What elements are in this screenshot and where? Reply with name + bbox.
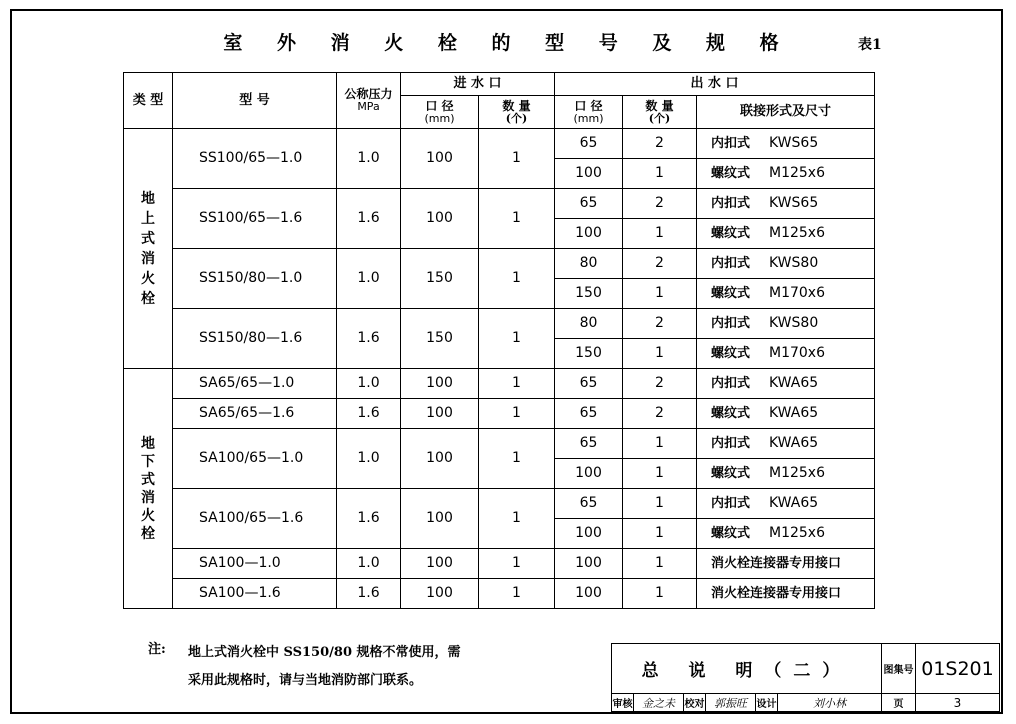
inlet-diameter-cell: 150 (401, 249, 479, 309)
outlet-quantity-cell: 1 (623, 159, 697, 189)
table-number: 表1 (858, 37, 882, 53)
model-cell: SA65/65—1.6 (173, 399, 337, 429)
drawing-title: 总 说 明（二） (612, 644, 882, 694)
outlet-diameter-cell: 100 (555, 549, 623, 579)
outlet-diameter-cell: 65 (555, 129, 623, 159)
footnote-line-1: 地上式消火栓中 SS150/80 规格不常使用，需 (188, 645, 461, 660)
connection-cell (697, 429, 875, 459)
header-diameter-unit: (mm) (573, 111, 604, 125)
outlet-diameter-cell: 100 (555, 219, 623, 249)
outlet-quantity-cell: 1 (623, 549, 697, 579)
connection-code: KWA65 (769, 405, 819, 422)
model-cell: SS100/65—1.6 (173, 189, 337, 249)
connection-type: 内扣式 (711, 376, 751, 392)
header-outlet-quantity (623, 96, 697, 129)
header-diameter-label: 口 径 (425, 98, 454, 113)
outlet-quantity-cell: 2 (623, 369, 697, 399)
connection-type: 消火栓连接器专用接口 (711, 556, 842, 572)
pressure-cell: 1.6 (337, 399, 401, 429)
review-signature: 金之未 (634, 694, 684, 712)
connection-type: 内扣式 (711, 256, 751, 272)
outlet-diameter-cell: 150 (555, 339, 623, 369)
header-diameter-label: 口 径 (574, 98, 603, 113)
connection-cell (697, 279, 875, 309)
connection-type: 螺纹式 (711, 466, 751, 482)
header-quantity-label: 数 量 (645, 98, 674, 113)
outlet-diameter-cell: 80 (555, 249, 623, 279)
inlet-diameter-cell: 100 (401, 369, 479, 399)
connection-type: 螺纹式 (711, 526, 751, 542)
connection-code: KWS80 (769, 315, 819, 332)
check-label: 校对 (684, 694, 706, 712)
outlet-quantity-cell: 1 (623, 219, 697, 249)
connection-code: M170x6 (769, 345, 825, 362)
group-underground (124, 369, 173, 609)
footnote-label: 注: (148, 642, 166, 657)
header-outlet: 出 水 口 (555, 73, 875, 96)
outlet-quantity-cell: 2 (623, 399, 697, 429)
model-cell: SA100/65—1.0 (173, 429, 337, 489)
inlet-quantity-cell: 1 (479, 189, 555, 249)
header-outlet-diameter (555, 96, 623, 129)
outlet-quantity-cell: 1 (623, 459, 697, 489)
group-above-ground (124, 129, 173, 369)
header-inlet-quantity (479, 96, 555, 129)
design-label: 设计 (756, 694, 778, 712)
inlet-diameter-cell: 100 (401, 489, 479, 549)
inlet-quantity-cell: 1 (479, 129, 555, 189)
header-quantity-unit: (个) (648, 111, 671, 125)
atlas-number: 01S201 (916, 644, 1000, 694)
header-model: 型 号 (173, 73, 337, 129)
connection-type: 内扣式 (711, 436, 751, 452)
outlet-diameter-cell: 100 (555, 519, 623, 549)
connection-cell (697, 399, 875, 429)
group-char: 上 (141, 210, 155, 227)
model-cell: SA65/65—1.0 (173, 369, 337, 399)
inlet-quantity-cell: 1 (479, 489, 555, 549)
model-cell: SA100/65—1.6 (173, 489, 337, 549)
header-inlet-diameter (401, 96, 479, 129)
connection-type: 螺纹式 (711, 226, 751, 242)
inlet-diameter-cell: 100 (401, 189, 479, 249)
outlet-quantity-cell: 1 (623, 429, 697, 459)
connection-code: KWS65 (769, 195, 819, 212)
model-cell: SA100—1.6 (173, 579, 337, 609)
model-cell: SS100/65—1.0 (173, 129, 337, 189)
connection-code: M170x6 (769, 285, 825, 302)
connection-cell (697, 489, 875, 519)
group-char: 下 (141, 453, 155, 470)
inlet-quantity-cell: 1 (479, 579, 555, 609)
connection-code: KWA65 (769, 435, 819, 452)
header-quantity-label: 数 量 (502, 98, 531, 113)
connection-code: KWS65 (769, 135, 819, 152)
outlet-quantity-cell: 2 (623, 249, 697, 279)
outlet-quantity-cell: 2 (623, 309, 697, 339)
connection-type: 螺纹式 (711, 166, 751, 182)
connection-type: 内扣式 (711, 496, 751, 512)
outlet-quantity-cell: 1 (623, 519, 697, 549)
outlet-diameter-cell: 150 (555, 279, 623, 309)
outlet-diameter-cell: 65 (555, 429, 623, 459)
connection-type: 内扣式 (711, 196, 751, 212)
model-cell: SS150/80—1.0 (173, 249, 337, 309)
inlet-quantity-cell: 1 (479, 549, 555, 579)
connection-cell (697, 339, 875, 369)
connection-code: M125x6 (769, 165, 825, 182)
connection-type: 螺纹式 (711, 286, 751, 302)
outlet-diameter-cell: 100 (555, 459, 623, 489)
connection-cell (697, 459, 875, 489)
group-char: 式 (141, 230, 155, 247)
inlet-quantity-cell: 1 (479, 249, 555, 309)
connection-cell (697, 189, 875, 219)
header-pressure-label: 公称压力 (344, 87, 393, 102)
connection-cell (697, 309, 875, 339)
connection-cell (697, 579, 875, 609)
inlet-quantity-cell: 1 (479, 429, 555, 489)
connection-cell (697, 129, 875, 159)
group-char: 消 (141, 250, 155, 267)
check-signature: 郭振旺 (706, 694, 756, 712)
inlet-quantity-cell: 1 (479, 309, 555, 369)
review-label: 审核 (612, 694, 634, 712)
group-char: 栓 (141, 525, 155, 542)
inlet-diameter-cell: 100 (401, 429, 479, 489)
outlet-diameter-cell: 80 (555, 309, 623, 339)
model-cell: SA100—1.0 (173, 549, 337, 579)
inlet-diameter-cell: 100 (401, 579, 479, 609)
group-char: 消 (141, 489, 155, 506)
inlet-diameter-cell: 100 (401, 129, 479, 189)
inlet-diameter-cell: 100 (401, 549, 479, 579)
spec-table (123, 72, 875, 609)
connection-cell (697, 159, 875, 189)
connection-code: M125x6 (769, 525, 825, 542)
outlet-diameter-cell: 65 (555, 489, 623, 519)
outlet-diameter-cell: 100 (555, 159, 623, 189)
pressure-cell: 1.6 (337, 189, 401, 249)
model-cell: SS150/80—1.6 (173, 309, 337, 369)
outlet-quantity-cell: 1 (623, 339, 697, 369)
outlet-diameter-cell: 65 (555, 369, 623, 399)
outlet-quantity-cell: 2 (623, 129, 697, 159)
header-pressure (337, 73, 401, 129)
connection-type: 螺纹式 (711, 406, 751, 422)
header-type: 类 型 (124, 73, 173, 129)
pressure-cell: 1.0 (337, 549, 401, 579)
connection-cell (697, 369, 875, 399)
pressure-cell: 1.0 (337, 249, 401, 309)
pressure-cell: 1.6 (337, 309, 401, 369)
page-title: 室 外 消 火 栓 的 型 号 及 规 格 (223, 32, 793, 54)
group-char: 地 (141, 435, 155, 452)
connection-code: M125x6 (769, 465, 825, 482)
group-char: 栓 (141, 290, 155, 307)
connection-type: 内扣式 (711, 136, 751, 152)
pressure-cell: 1.0 (337, 369, 401, 399)
connection-cell (697, 249, 875, 279)
inlet-diameter-cell: 150 (401, 309, 479, 369)
pressure-cell: 1.0 (337, 429, 401, 489)
outlet-diameter-cell: 65 (555, 189, 623, 219)
pressure-cell: 1.6 (337, 489, 401, 549)
connection-code: M125x6 (769, 225, 825, 242)
inlet-quantity-cell: 1 (479, 399, 555, 429)
connection-type: 消火栓连接器专用接口 (711, 586, 842, 602)
connection-cell (697, 219, 875, 249)
connection-code: KWS80 (769, 255, 819, 272)
header-pressure-unit: MPa (357, 100, 380, 114)
connection-type: 螺纹式 (711, 346, 751, 362)
header-quantity-unit: (个) (505, 111, 528, 125)
connection-cell (697, 549, 875, 579)
outlet-diameter-cell: 65 (555, 399, 623, 429)
pressure-cell: 1.0 (337, 129, 401, 189)
connection-code: KWA65 (769, 495, 819, 512)
title-block (611, 643, 1000, 712)
outlet-quantity-cell: 1 (623, 279, 697, 309)
inlet-quantity-cell: 1 (479, 369, 555, 399)
design-signature: 刘小林 (778, 694, 882, 712)
header-diameter-unit: (mm) (424, 111, 455, 125)
outlet-quantity-cell: 1 (623, 489, 697, 519)
footnote-line-2: 采用此规格时，请与当地消防部门联系。 (188, 673, 423, 688)
connection-type: 内扣式 (711, 316, 751, 332)
group-char: 火 (141, 270, 155, 287)
inlet-diameter-cell: 100 (401, 399, 479, 429)
group-char: 地 (141, 190, 155, 207)
outlet-quantity-cell: 1 (623, 579, 697, 609)
header-connection: 联接形式及尺寸 (697, 96, 875, 129)
group-char: 式 (141, 471, 155, 488)
connection-cell (697, 519, 875, 549)
outlet-quantity-cell: 2 (623, 189, 697, 219)
connection-code: KWA65 (769, 375, 819, 392)
outlet-diameter-cell: 100 (555, 579, 623, 609)
page-label: 页 (882, 694, 916, 712)
header-inlet: 进 水 口 (401, 73, 555, 96)
pressure-cell: 1.6 (337, 579, 401, 609)
page-number: 3 (916, 694, 1000, 712)
atlas-label: 图集号 (882, 644, 916, 694)
group-char: 火 (141, 507, 155, 524)
